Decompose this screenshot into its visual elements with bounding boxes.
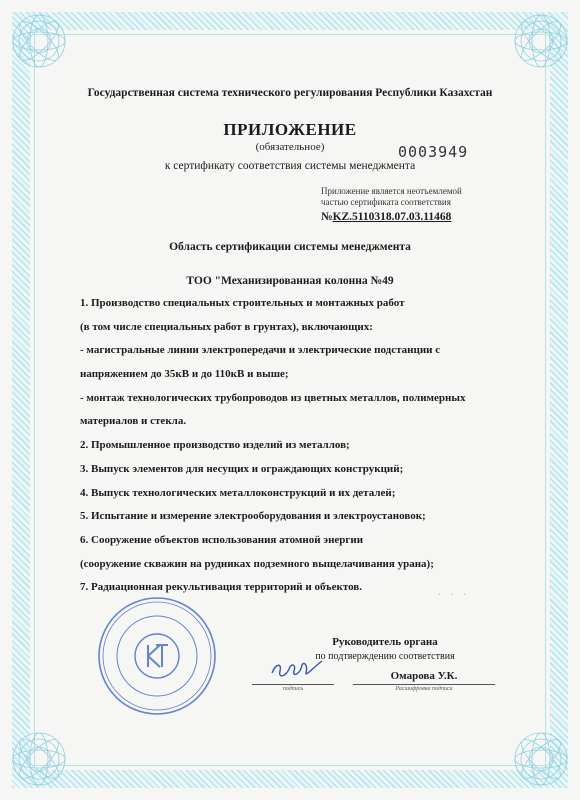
name-line [353, 684, 495, 685]
signature-line [252, 684, 334, 685]
list-item: (в том числе специальных работ в грунтах), включающих: [80, 320, 373, 333]
signature-caption: подпись [282, 686, 304, 692]
page-subtitle: (обязательное) [255, 141, 325, 153]
integral-part-note [321, 186, 521, 208]
list-item: 1. Производство специальных строительных и монтажных работ [80, 297, 405, 309]
signatory-subtitle: по подтверждению соответствия [315, 651, 455, 662]
serial-number: 0003949 [398, 143, 469, 161]
signatory-name: Омарова У.К. [390, 670, 458, 682]
list-item: напряжением до 35кВ и до 110кВ и выше; [80, 368, 289, 381]
scan-specks: · · · [438, 590, 470, 599]
page-title: ПРИЛОЖЕНИЕ [223, 120, 357, 139]
certification-area-title: Область сертификации системы менеджмента [169, 241, 411, 253]
number-sign: № [321, 211, 333, 223]
list-item: - монтаж технологических трубопроводов из цветных металлов, полимерных [80, 391, 466, 404]
official-stamp-icon [96, 595, 218, 717]
organization-name: ТОО "Механизированная колонна №49 [186, 275, 394, 287]
list-item: 3. Выпуск элементов для несущих и ограждающих конструкций; [80, 462, 404, 475]
signatory-title: Руководитель органа [332, 636, 438, 648]
list-item: 5. Испытание и измерение электрооборудования и электроустановок; [80, 510, 426, 523]
list-item: материалов и стекла. [80, 415, 187, 428]
list-item: 4. Выпуск технологических металлоконструкций и их деталей; [80, 486, 396, 499]
handwritten-signature-icon [262, 655, 332, 687]
certificate-reference: к сертификату соответствия системы менеджмента [164, 160, 416, 172]
certificate-number [321, 211, 451, 223]
name-caption: Расшифровка подписи [395, 686, 453, 692]
note-line: частью сертификата соответствия [321, 197, 451, 207]
certificate-number-value: KZ.5110318.07.03.11468 [332, 211, 452, 223]
list-item: (сооружение скважин на рудниках подземного выщелачивания урана); [80, 557, 434, 570]
issuing-system-header: Государственная система технического регулирования Республики Казахстан [87, 87, 493, 99]
scope-list [80, 296, 530, 604]
list-item: - магистральные линии электропередачи и электрические подстанции с [80, 344, 441, 357]
list-item: 6. Сооружение объектов использования атомной энергии [80, 533, 364, 546]
list-item: 7. Радиационная рекультивация территорий и объектов. [80, 581, 362, 594]
note-line: Приложение является неотъемлемой [321, 186, 462, 196]
list-item: 2. Промышленное производство изделий из металлов; [80, 439, 350, 452]
